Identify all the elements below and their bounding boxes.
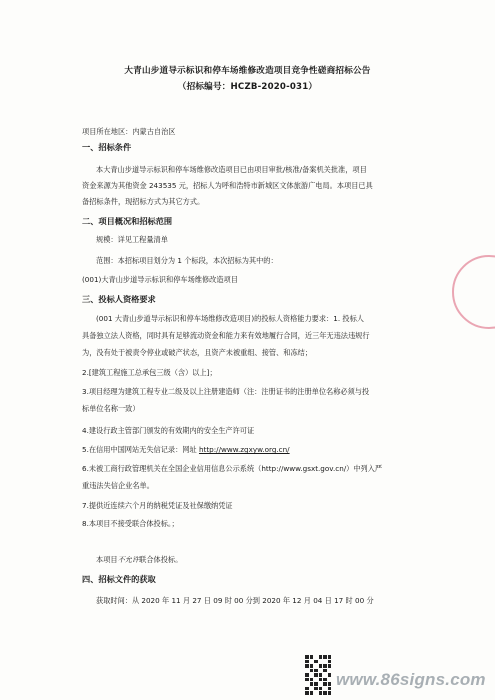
qualification-item-6b: 重违法失信企业名单。	[82, 481, 154, 490]
qualification-item-2: 2.[建筑工程施工总承包三级（含）以上]；	[82, 368, 217, 377]
scale-text: 规模：详见工程量清单	[96, 235, 168, 244]
qualification-item-3b: 标单位名称一致）	[82, 404, 140, 413]
lot-text: (001)大青山步道导示标识和停车场维修改造项目	[82, 275, 238, 284]
qualification-text-3: 为，没有处于被责令停业或破产状态，且资产未被重组、接管、和冻结；	[82, 348, 313, 357]
qualification-item-4: 4.建设行政主管部门颁发的有效期内的安全生产许可证	[82, 426, 255, 435]
qr-code-icon	[305, 655, 331, 695]
section-3-heading: 三、投标人资格要求	[82, 294, 156, 304]
project-location: 项目所在地区：内蒙古自治区	[82, 127, 176, 136]
consortium-note-pre: 本项目	[96, 555, 118, 564]
consortium-note-emphasis: 不允许	[117, 555, 140, 564]
bid-number: （招标编号：HCZB-2020-031）	[177, 82, 318, 92]
consortium-note	[96, 555, 426, 565]
qualification-item-3a: 3.项目经理为建筑工程专业二级及以上注册建造师（注：注册证书的注册单位名称必须与投	[82, 387, 370, 396]
scope-text: 范围：本招标项目划分为 1 个标段，本次招标为其中的：	[96, 256, 278, 265]
qualification-item-8: 8.本项目不接受联合体投标。；	[82, 519, 179, 528]
section-1-text-2: 资金来源为其他资金 243535 元，招标人为呼和浩特市新城区文体旅游广电局。本项目已具	[82, 181, 373, 190]
credit-china-link[interactable]: http://www.zgxyw.org.cn/	[198, 445, 290, 454]
section-1-text-1: 本大青山步道导示标识和停车场维修改造项目已由项目审批/核准/备案机关批准，项目	[96, 165, 367, 174]
acquisition-period: 获取时间：从 2020 年 11 月 27 日 09 时 00 分到 2020 年 12 月 04 日 17 时 00 分	[96, 596, 374, 605]
section-1-heading: 一、招标条件	[82, 142, 132, 152]
qualification-item-7: 7.提供近连续六个月的纳税凭证及社保缴纳凭证	[82, 501, 233, 510]
official-seal-stamp	[452, 255, 495, 329]
section-1-text-3: 备招标条件，现招标方式为其它方式。	[82, 197, 205, 206]
site-watermark: www.86signs.com	[336, 670, 486, 689]
qualification-text-2: 具备独立法人资格，同时具有足够流动资金和能力来有效地履行合同，近三年无违法违规行	[82, 331, 370, 340]
qualification-intro: (001 大青山步道导示标识和停车场维修改造项目)的投标人资格能力要求：1. 投标人	[96, 314, 364, 323]
section-2-heading: 二、项目概况和招标范围	[82, 216, 173, 226]
qualification-item-5	[82, 445, 412, 455]
qualification-item-5-text: 5.在信用中国网站无失信记录：网址	[82, 445, 197, 454]
consortium-note-post: 联合体投标。	[139, 555, 183, 564]
qualification-item-6a: 6.未被工商行政管理机关在全国企业信用信息公示系统（http://www.gsxt.gov.cn/）中列入严	[82, 464, 383, 473]
section-4-heading: 四、招标文件的获取	[82, 574, 156, 584]
doc-title: 大青山步道导示标识和停车场维修改造项目竞争性磋商招标公告	[124, 66, 371, 76]
